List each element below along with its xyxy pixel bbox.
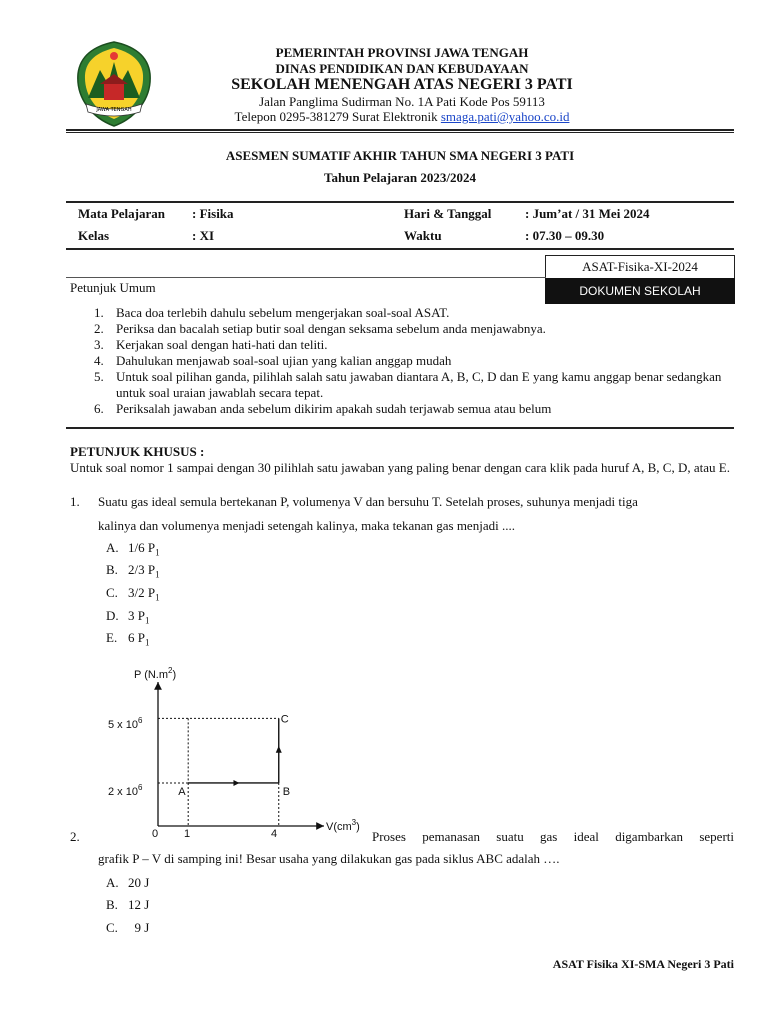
day-value: : Jum’at / 31 Mei 2024 xyxy=(525,206,650,221)
option-value: 2/3 P xyxy=(128,562,156,577)
option-value: 1/6 P xyxy=(128,540,156,555)
q2-option-c[interactable] xyxy=(106,920,149,936)
option-value: 3/2 P xyxy=(128,585,156,600)
option-sub: 1 xyxy=(144,637,150,648)
school-name: SEKOLAH MENENGAH ATAS NEGERI 3 PATI xyxy=(231,76,573,93)
q2-option-a[interactable] xyxy=(106,875,149,891)
school-address: Jalan Panglima Sudirman No. 1A Pati Kode Pos 59113 xyxy=(259,94,545,109)
pv-graph xyxy=(98,660,370,840)
svg-text:JAWA TENGAH: JAWA TENGAH xyxy=(96,107,132,113)
item-number: 2. xyxy=(94,321,104,336)
section-rule xyxy=(66,427,734,429)
info-top-rule xyxy=(66,201,734,203)
contact-line xyxy=(160,109,644,125)
option-label: B. xyxy=(106,897,118,912)
item-text: Dahulukan menjawab soal-soal ujian yang kalian anggap mudah xyxy=(116,353,452,368)
item-text: Periksalah jawaban anda sebelum dikirim apakah sudah terjawab semua atau belum xyxy=(116,401,552,416)
x-tick-label-4: 4 xyxy=(271,828,278,840)
point-label-b: B xyxy=(282,785,291,798)
time-value: : 07.30 – 09.30 xyxy=(525,228,605,243)
item-text: Untuk soal pilihan ganda, pilihlah salah satu jawaban diantara A, B, C, D dan E yang kamu anggap benar sedangkan untuk soal uraian jawablah secara tepat. xyxy=(116,369,722,400)
x-tick-label-1: 1 xyxy=(184,828,191,840)
q2-text-line1: Proses pemanasan suatu gas ideal digambarkan seperti xyxy=(372,829,734,844)
list-item xyxy=(94,401,734,417)
item-number: 3. xyxy=(94,337,104,352)
page-footer: ASAT Fisika XI-SMA Negeri 3 Pati xyxy=(552,957,734,971)
item-number: 5. xyxy=(94,369,104,384)
arrow-bc xyxy=(276,746,282,753)
header-rule xyxy=(66,129,734,131)
list-item xyxy=(94,321,734,337)
q1-option-b[interactable] xyxy=(106,562,160,580)
item-number: 1. xyxy=(94,305,104,320)
q1-option-d[interactable] xyxy=(106,608,149,626)
email-link[interactable]: smaga.pati@yahoo.co.id xyxy=(440,109,570,124)
y-tick-label-5e6: 5 x $10^6$ xyxy=(108,716,143,731)
item-text: Baca doa terlebih dahulu sebelum mengerjakan soal-soal ASAT. xyxy=(116,305,450,320)
option-value: 9 J xyxy=(128,920,150,935)
info-bottom-rule xyxy=(66,248,734,250)
option-value: 6 P xyxy=(128,630,145,645)
province-logo xyxy=(74,40,154,128)
list-item xyxy=(94,353,734,369)
gov-header: PEMERINTAH PROVINSI JAWA TENGAH xyxy=(275,45,529,60)
option-label: A. xyxy=(106,540,119,555)
arrow-ab xyxy=(233,780,239,786)
q1-option-e[interactable] xyxy=(106,630,149,648)
option-label: D. xyxy=(106,608,119,623)
y-axis-label: P $(N.m^2)$ xyxy=(134,666,177,681)
q2-number: 2. xyxy=(70,829,80,844)
option-label: B. xyxy=(106,562,118,577)
option-sub: 1 xyxy=(155,547,160,558)
list-item xyxy=(94,369,734,401)
item-number: 6. xyxy=(94,401,104,416)
petunjuk-khusus-heading: PETUNJUK KHUSUS : xyxy=(70,444,205,459)
subject-value: : Fisika xyxy=(192,206,234,221)
item-number: 4. xyxy=(94,353,104,368)
item-text: Periksa dan bacalah setiap butir soal dengan seksama sebelum anda menjawabnya. xyxy=(116,321,546,336)
option-value: 3 P xyxy=(128,608,145,623)
document-badge: DOKUMEN SEKOLAH xyxy=(545,278,735,304)
list-item xyxy=(94,305,734,321)
dept-header: DINAS PENDIDIKAN DAN KEBUDAYAAN xyxy=(275,61,529,76)
time-label: Waktu xyxy=(404,228,442,243)
class-value: : XI xyxy=(192,228,215,243)
point-label-a: A xyxy=(178,785,186,798)
subject-label: Mata Pelajaran xyxy=(78,206,166,221)
class-label: Kelas xyxy=(78,228,110,243)
option-label: A. xyxy=(106,875,119,890)
q1-text-line2: kalinya dan volumenya menjadi setengah kalinya, maka tekanan gas menjadi .... xyxy=(98,518,515,533)
petunjuk-rule xyxy=(66,277,546,278)
option-label: E. xyxy=(106,630,118,645)
petunjuk-khusus-text: Untuk soal nomor 1 sampai dengan 30 pilihlah satu jawaban yang paling benar dengan cara klik pada huruf A, B, C, D, atau E. xyxy=(70,460,730,475)
option-sub: 1 xyxy=(155,569,160,580)
option-value: 20 J xyxy=(128,875,150,890)
exam-year: Tahun Pelajaran 2023/2024 xyxy=(324,170,476,185)
petunjuk-umum-heading: Petunjuk Umum xyxy=(70,280,156,295)
q2-text-line2: grafik P – V di samping ini! Besar usaha yang dilakukan gas pada siklus ABC adalah …. xyxy=(98,851,560,866)
option-sub: 1 xyxy=(155,592,160,603)
point-label-c: C xyxy=(280,713,289,726)
x-tick-label-0: 0 xyxy=(152,828,159,840)
option-label: C. xyxy=(106,585,118,600)
x-axis-label: $V(cm^3)$ xyxy=(326,818,360,833)
exam-code-box: ASAT-Fisika-XI-2024 xyxy=(545,255,735,279)
q1-text-line1: Suatu gas ideal semula bertekanan P, volumenya V dan bersuhu T. Setelah proses, suhunya menjadi tiga xyxy=(98,494,638,509)
q2-option-b[interactable] xyxy=(106,897,149,913)
option-label: C. xyxy=(106,920,118,935)
header-rule-thin xyxy=(66,132,734,133)
list-item xyxy=(94,337,734,353)
item-text: Kerjakan soal dengan hati-hati dan teliti. xyxy=(116,337,328,352)
y-tick-label-2e6: 2 x $10^6$ xyxy=(108,783,143,798)
option-value: 12 J xyxy=(128,897,150,912)
q1-option-a[interactable] xyxy=(106,540,160,558)
option-sub: 1 xyxy=(144,615,150,626)
day-label: Hari & Tanggal xyxy=(404,206,492,221)
q1-option-c[interactable] xyxy=(106,585,160,603)
exam-title: ASESMEN SUMATIF AKHIR TAHUN SMA NEGERI 3 PATI xyxy=(225,148,575,163)
petunjuk-umum-list xyxy=(94,305,734,417)
phone-text: Telepon 0295-381279 Surat Elektronik xyxy=(234,109,441,124)
q1-number: 1. xyxy=(70,494,80,509)
